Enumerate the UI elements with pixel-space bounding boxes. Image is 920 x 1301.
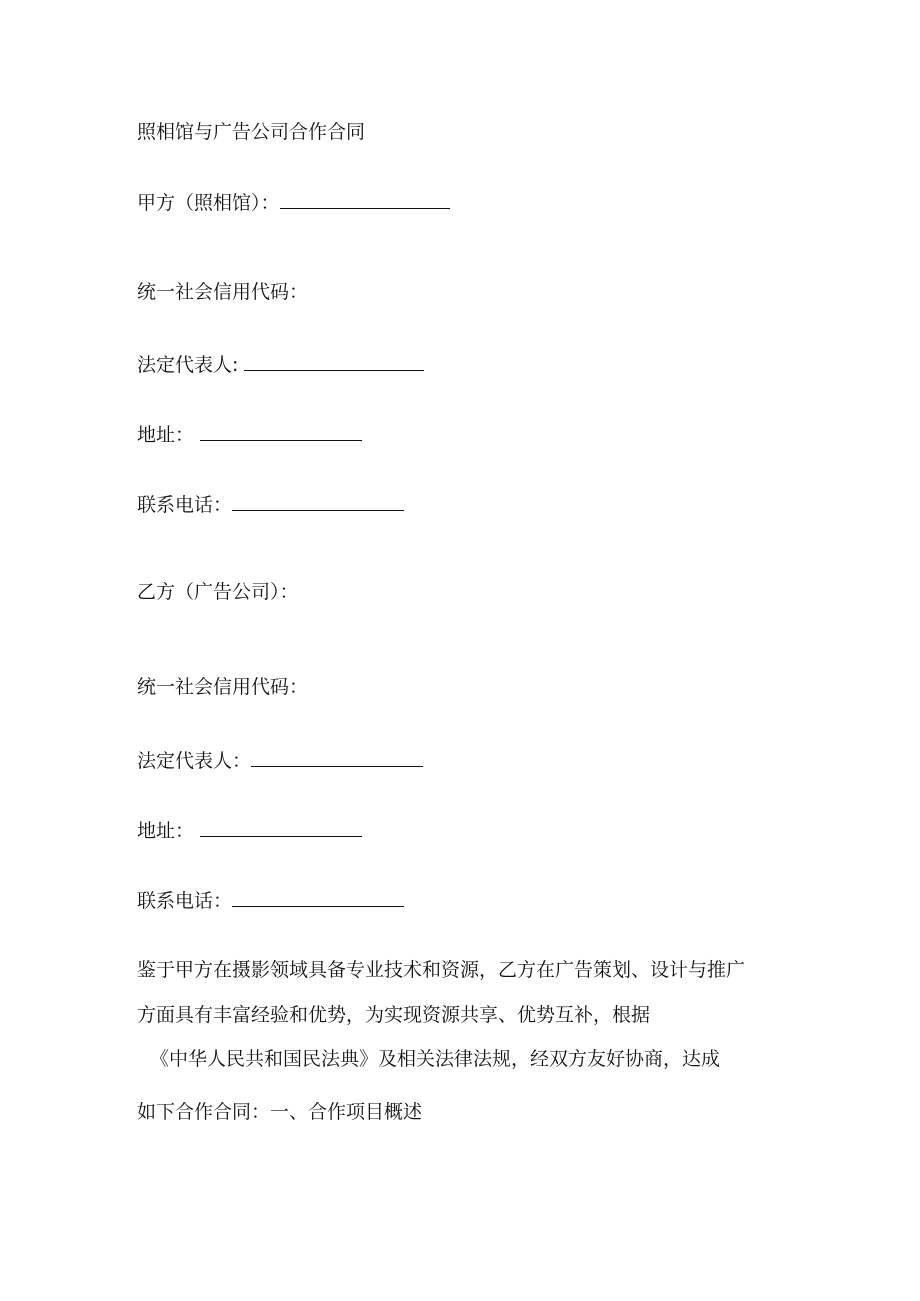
party-a-legal-rep: 法定代表人: [137,352,424,377]
preamble-line-4: 如下合作合同：一、合作项目概述 [137,1101,423,1123]
preamble-line-2: 方面具有丰富经验和优势，为实现资源共享、优势互补，根据 [137,1004,651,1026]
preamble-line-3: 《中华人民共和国民法典》及相关法律法规，经双方友好协商，达成 [150,1048,721,1070]
party-b-address-blank [200,818,362,837]
party-a-name-blank [280,190,450,209]
party-a-credit-code: 统一社会信用代码： [137,281,309,303]
party-b-heading: 乙方（广告公司）： [137,581,299,603]
party-a-address: 地址： [137,422,362,447]
party-b-address: 地址： [137,818,362,843]
party-a-phone: 联系电话： [137,492,404,517]
party-b-legal-rep-blank [251,748,423,767]
party-a-address-blank [200,422,362,441]
document-title: 照相馆与广告公司合作合同 [137,121,366,143]
party-a-legal-rep-blank [244,352,424,371]
party-b-credit-code: 统一社会信用代码： [137,676,309,698]
party-b-phone-blank [232,888,404,907]
preamble-line-1: 鉴于甲方在摄影领域具备专业技术和资源，乙方在广告策划、设计与推广 [137,959,746,981]
party-a-heading: 甲方（照相馆）： [137,190,450,215]
party-b-phone: 联系电话： [137,888,404,913]
party-b-legal-rep: 法定代表人： [137,748,423,773]
party-a-phone-blank [232,492,404,511]
